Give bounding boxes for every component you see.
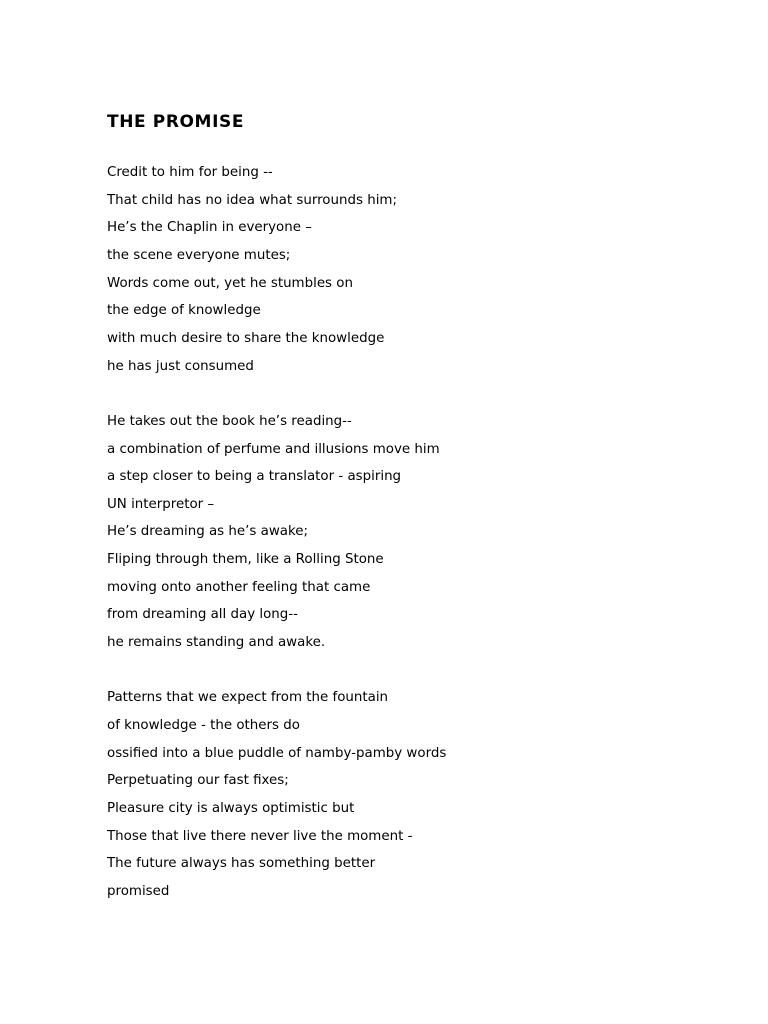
poem-line: he has just consumed [107, 358, 254, 374]
poem-line: He’s the Chaplin in everyone – [107, 220, 312, 236]
poem-line: Perpetuating our fast fixes; [107, 773, 289, 789]
poem-line: from dreaming all day long-- [107, 607, 298, 623]
poem-line: of knowledge - the others do [107, 718, 300, 733]
poem-line: Credit to him for being -- [107, 165, 273, 180]
poem-line: the scene everyone mutes; [107, 247, 291, 263]
poem-line: the edge of knowledge [107, 303, 261, 319]
poem-line: Fliping through them, like a Rolling Stone [107, 552, 384, 568]
poem-line: Patterns that we expect from the fountain [107, 690, 389, 706]
poem-line: ossified into a blue puddle of namby-pamby words [107, 745, 447, 761]
poem-line: moving onto another feeling that came [107, 579, 371, 595]
poem-line: Those that live there never live the moment - [107, 828, 413, 844]
poem-line: Words come out, yet he stumbles on [107, 275, 353, 291]
poem-line: he remains standing and awake. [107, 635, 326, 651]
poem-line: with much desire to share the knowledge [107, 330, 385, 346]
poem-line: He’s dreaming as he’s awake; [107, 524, 309, 540]
poem-line: a combination of perfume and illusions move him [107, 441, 440, 457]
poem-title: THE PROMISE [107, 112, 245, 132]
stanza-3 [107, 684, 667, 905]
poem-line: The future always has something better [107, 856, 376, 872]
poem-line: promised [107, 883, 170, 899]
stanza-2 [107, 408, 667, 657]
poem-line: Pleasure city is always optimistic but [107, 800, 355, 816]
poem-line: That child has no idea what surrounds him; [107, 192, 397, 208]
poem-line: a step closer to being a translator - aspiring [107, 469, 402, 485]
stanza-1 [107, 159, 667, 380]
poem-body [107, 159, 667, 933]
poem-line: UN interpretor – [107, 496, 215, 512]
poem-line: He takes out the book he’s reading-- [107, 413, 352, 429]
